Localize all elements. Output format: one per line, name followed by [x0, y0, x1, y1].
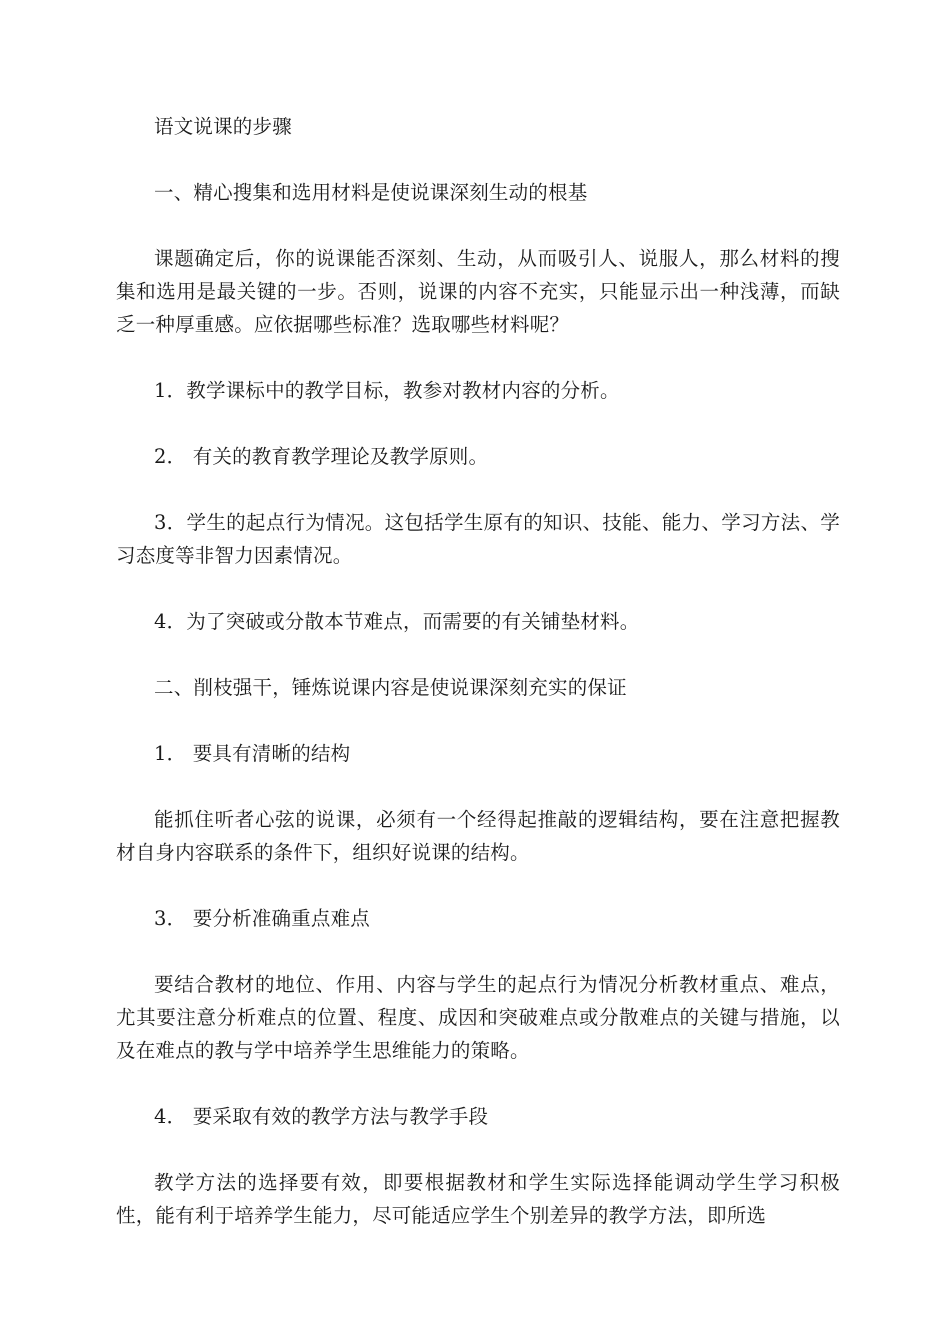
subheading-key-points: 3． 要分析准确重点难点 [154, 907, 371, 930]
list-item-4: 4．为了突破或分散本节难点，而需要的有关铺垫材料。 [154, 610, 640, 633]
list-item-3: 3．学生的起点行为情况。这包括学生原有的知识、技能、能力、学习方法、学习态度等非智力因素情况。 [116, 511, 840, 567]
paragraph-structure: 能抓住听者心弦的说课，必须有一个经得起推敲的逻辑结构，要在注意把握教材自身内容联系的条件下，组织好说课的结构。 [116, 808, 840, 864]
paragraph-methods: 教学方法的选择要有效，即要根据教材和学生实际选择能调动学生学习积极性，能有利于培养学生能力，尽可能适应学生个别差异的教学方法，即所选 [116, 1171, 840, 1227]
section-heading-1: 一、精心搜集和选用材料是使说课深刻生动的根基 [154, 181, 588, 204]
section-heading-2: 二、削枝强干，锤炼说课内容是使说课深刻充实的保证 [154, 676, 627, 699]
subheading-methods: 4． 要采取有效的教学方法与教学手段 [154, 1105, 489, 1128]
list-item-1: 1．教学课标中的教学目标，教参对教材内容的分析。 [154, 379, 620, 402]
document-title: 语文说课的步骤 [154, 115, 292, 138]
paragraph-intro: 课题确定后，你的说课能否深刻、生动，从而吸引人、说服人，那么材料的搜集和选用是最关键的一步。否则，说课的内容不充实，只能显示出一种浅薄，而缺乏一种厚重感。应依据哪些标准？选取哪些材料呢？ [116, 247, 840, 336]
list-item-2: 2． 有关的教育教学理论及教学原则。 [154, 445, 489, 468]
subheading-structure: 1． 要具有清晰的结构 [154, 742, 351, 765]
paragraph-key-points: 要结合教材的地位、作用、内容与学生的起点行为情况分析教材重点、难点，尤其要注意分析难点的位置、程度、成因和突破难点或分散难点的关键与措施，以及在难点的教与学中培养学生思维能力的策略。 [116, 973, 840, 1062]
